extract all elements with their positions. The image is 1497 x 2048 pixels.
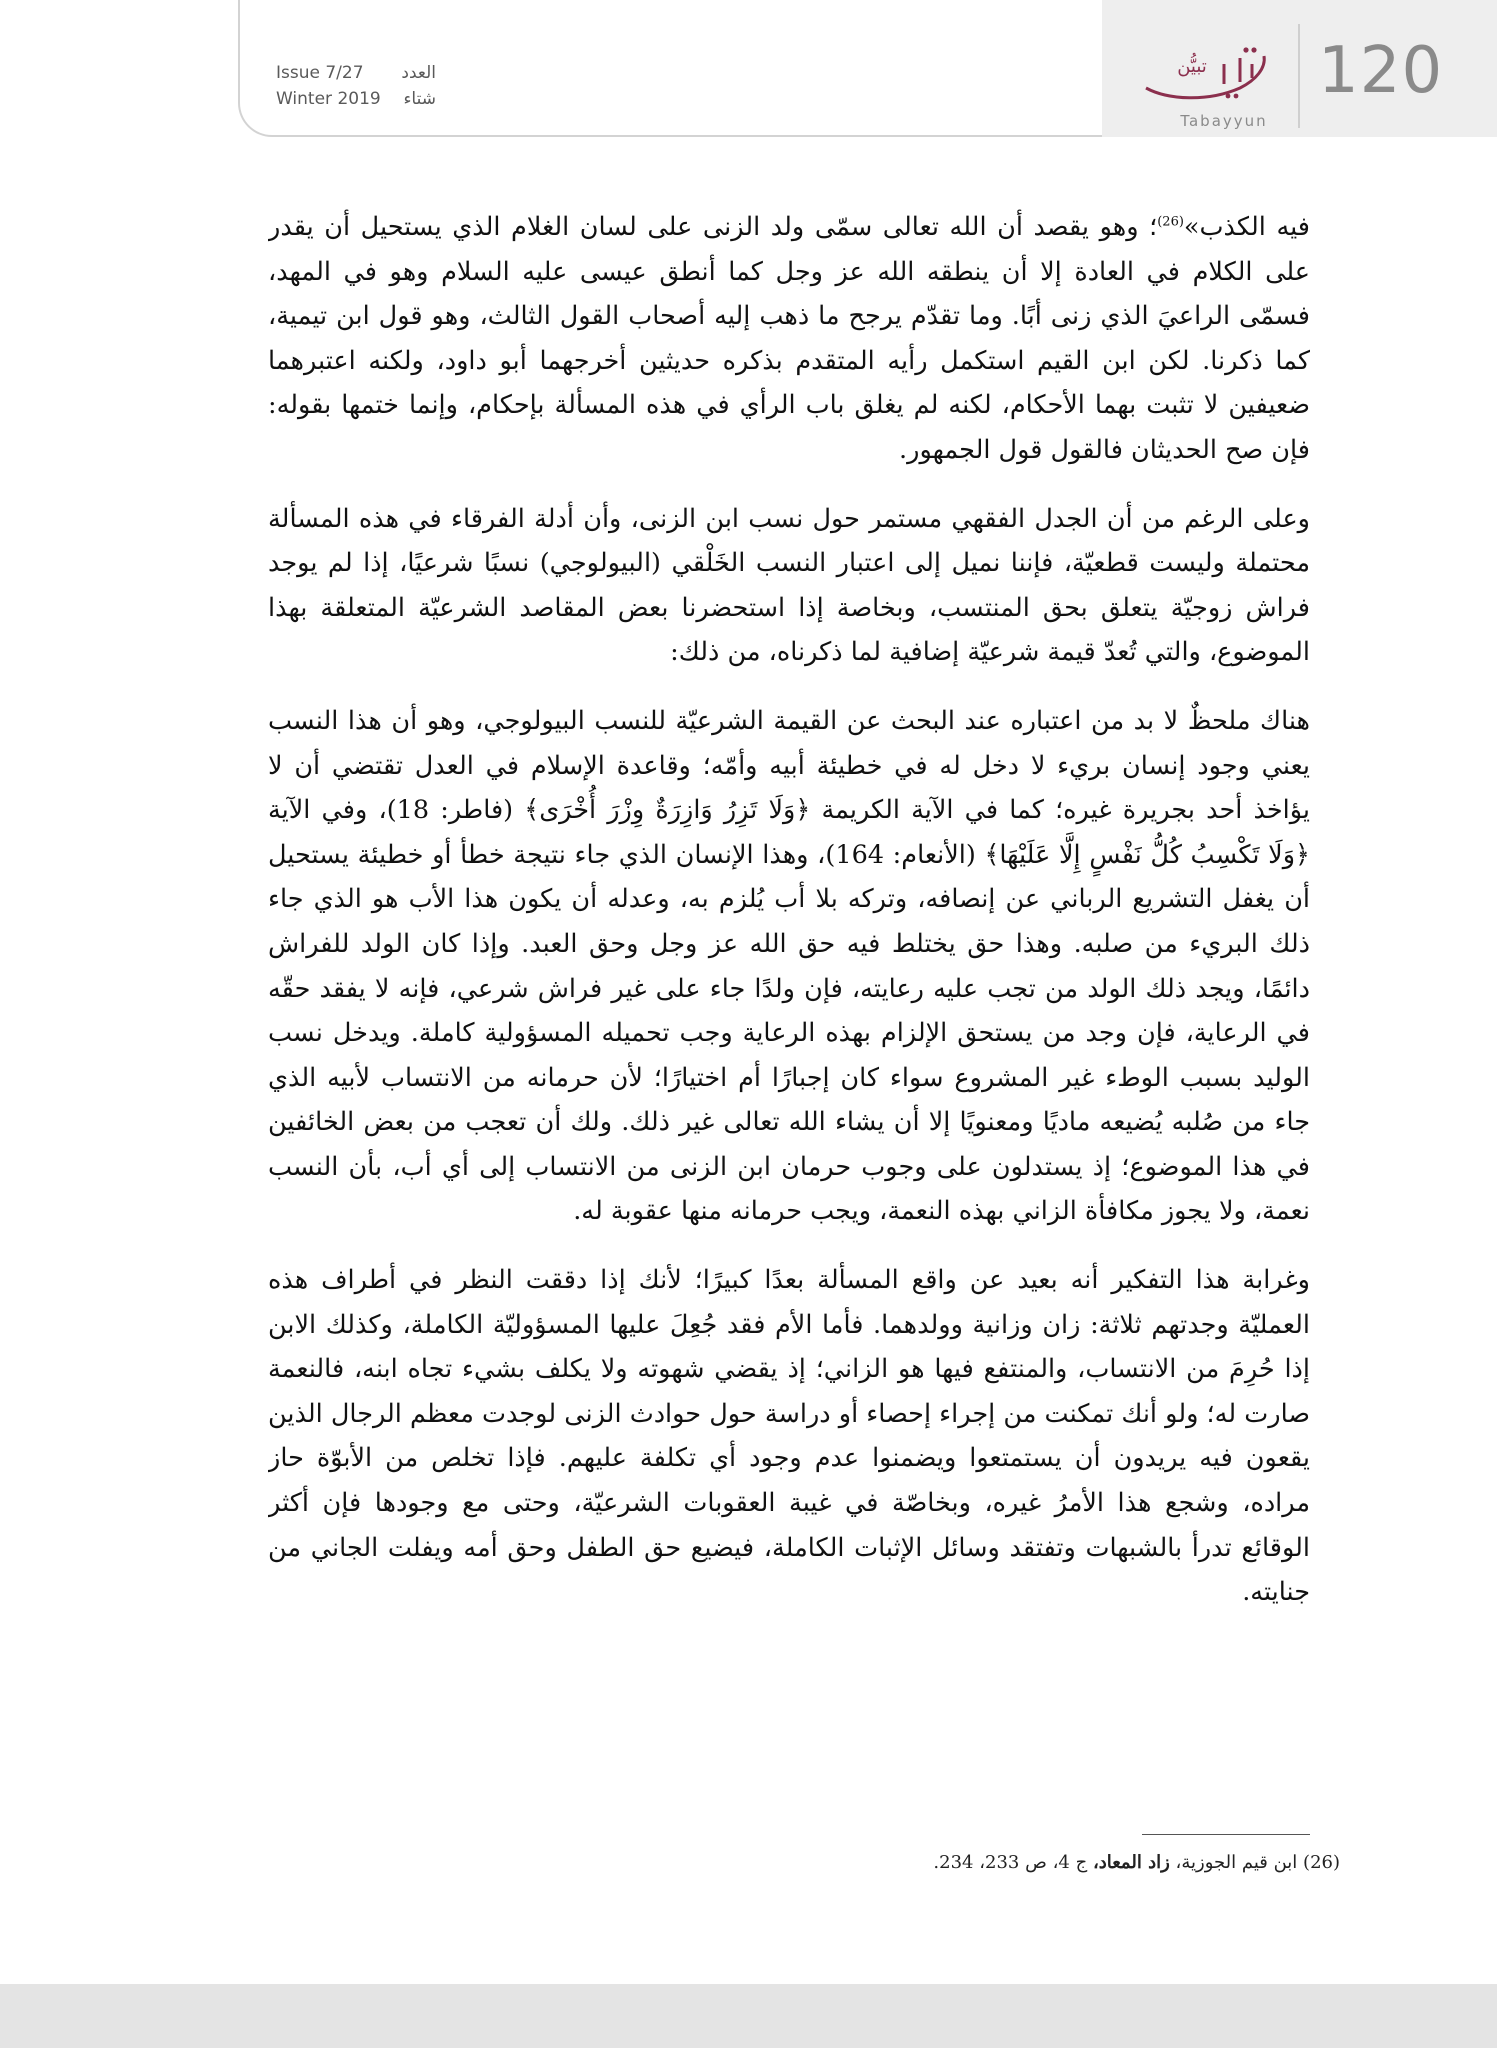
tabayyun-logo [1128,38,1288,134]
article-body [268,205,1310,1845]
brand-ar: تبيُّن [1177,56,1207,77]
page-number: 120 [1318,34,1444,108]
footnote-number: (26) [1303,1852,1340,1873]
header-divider [1298,24,1300,128]
season-label-ar: شتاء [403,89,436,109]
paragraph-4: وغرابة هذا التفكير أنه بعيد عن واقع المسألة بعدًا كبيرًا؛ لأنك إذا دققت النظر في أطراف هذه العمليّة وجدتهم ثلاثة: زان وزانية وولدهما. فأما الأم فقد جُعِلَ عليها المسؤوليّة الكاملة، وكذلك الابن إذا حُرِمَ من الانتساب، والمنتفع فيها هو الزاني؛ إذ يقضي شهوته ولا يكلف بشيء تجاه ابنه، فالنعمة صارت له؛ ولو أنك تمكنت من إجراء إحصاء أو دراسة حول حوادث الزنى لوجدت معظم الرجال الذين يقعون فيه يريدون أن يستمتعوا ويضمنوا عدم وجود أي تكلفة عليهم. فإذا تخلص من الأبوّة حاز مراده، وشجع هذا الأمرُ غيره، وبخاصّة في غيبة العقوبات الشرعيّة، وحتى مع وجودها فإن أكثر الوقائع تدرأ بالشبهات وتفتقد وسائل الإثبات الكاملة، فيضيع حق الطفل وحق أمه ويفلت الجاني من جنايته. [268,1265,1310,1608]
issue-label-ar: العدد [401,63,436,83]
paragraph-1-rest: ؛ وهو يقصد أن الله تعالى سمّى ولد الزنى على لسان الغلام الذي يستحيل أن يقدر على الكلام في العادة إلا أن ينطقه الله عز وجل كما أنطق عيسى عليه السلام وهو في المهد، فسمّى الراعيَ الذي زنى أبًا. وما تقدّم يرجح ما ذهب إليه أصحاب القول الثالث، وهو قول ابن تيمية، كما ذكرنا. لكن ابن القيم استكمل رأيه المتقدم بذكره حديثين أخرجهما أبو داود، ولكنه اعتبرهما ضعيفين لا تثبت بهما الأحكام، لكنه لم يغلق باب الرأي في هذه المسألة بإحكام، وإنما ختمها بقوله: فإن صح الحديثان فالقول قول الجمهور. [268,212,1310,465]
page-bottom-band [0,1984,1497,2048]
issue-info [276,60,436,112]
issue-label-en: Issue 7/27 [276,63,364,83]
footnote-book: زاد المعاد، [1092,1852,1170,1873]
paragraph-1 [268,205,1310,473]
footnote-26 [680,1852,1340,1873]
footnote-details: ج 4، ص 233، 234. [933,1852,1088,1873]
paragraph-2: وعلى الرغم من أن الجدل الفقهي مستمر حول نسب ابن الزنى، وأن أدلة الفرقاء في هذه المسألة محتملة وليست قطعيّة، فإننا نميل إلى اعتبار النسب الخَلْقي (البيولوجي) نسبًا شرعيًا، إذا لم يوجد فراش زوجيّة يتعلق بحق المنتسب، وبخاصة إذا استحضرنا بعض المقاصد الشرعيّة المتعلقة بهذا الموضوع، والتي تُعدّ قيمة شرعيّة إضافية لما ذكرناه، من ذلك: [268,503,1310,668]
paragraph-3: هناك ملحظٌ لا بد من اعتباره عند البحث عن القيمة الشرعيّة للنسب البيولوجي، وهو أن هذا النسب يعني وجود إنسان بريء لا دخل له في خطيئة أبيه وأمّه؛ وقاعدة الإسلام في العدل تقتضي أن لا يؤاخذ أحد بجريرة غيره؛ كما في الآية الكريمة ﴿وَلَا تَزِرُ وَازِرَةٌ وِزْرَ أُخْرَى﴾ (فاطر: 18)، وفي الآية ﴿وَلَا تَكْسِبُ كُلُّ نَفْسٍ إِلَّا عَلَيْهَا﴾ (الأنعام: 164)، وهذا الإنسان الذي جاء نتيجة خطأ أو خطيئة يستحيل أن يغفل التشريع الرباني عن إنصافه، وتركه بلا أب يُلزم به، وعدله أن يكون هذا الأب هو الذي جاء ذلك البريء من صلبه. وهذا حق يختلط فيه حق الله عز وجل وحق العبد. وإذا كان الولد للفراش دائمًا، ويجد ذلك الولد من تجب عليه رعايته، فإن ولدًا جاء على غير فراش شرعي، فإنه لا يفقد حقّه في الرعاية، فإن وجد من يستحق الإلزام بهذه الرعاية وجب تحميله المسؤولية كاملة. ويدخل نسب الوليد بسبب الوطء غير المشروع سواء كان إجبارًا أم اختيارًا؛ لأن حرمانه من الانتساب لأبيه الذي جاء من صُلبه يُضيعه ماديًا ومعنويًا إلا أن يشاء الله تعالى غير ذلك. ولك أن تعجب من بعض الخائفين في هذا الموضوع؛ إذ يستدلون على وجوب حرمان ابن الزنى من الانتساب إلى أي أب، بأن النسب نعمة، ولا يجوز مكافأة الزاني بهذه النعمة، ويجب حرمانه منها عقوبة له. [268,705,1310,1227]
footnote-ref-26[interactable]: (26) [1157,214,1184,230]
season-label-en: Winter 2019 [276,89,381,109]
footnote-author: ابن قيم الجوزية، [1175,1852,1298,1873]
brand-en: Tabayyun [1180,112,1268,130]
footnote-rule [1142,1834,1310,1835]
paragraph-1-start: فيه الكذب» [1183,212,1310,242]
